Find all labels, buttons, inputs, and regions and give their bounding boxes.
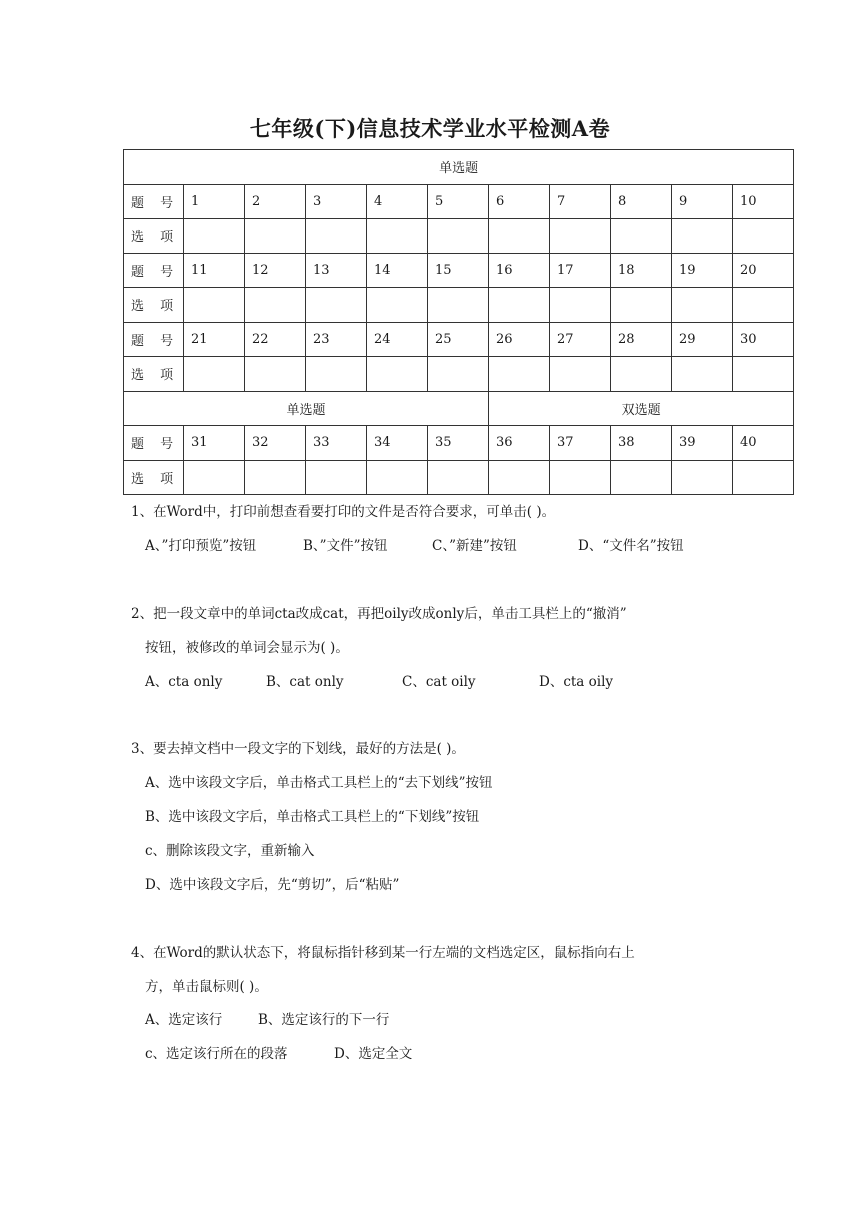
question-1-option-d: D、“文件名”按钮 bbox=[578, 538, 684, 554]
answer-cell[interactable] bbox=[489, 288, 550, 323]
answer-cell[interactable] bbox=[428, 219, 489, 254]
question-number: 29 bbox=[672, 322, 733, 357]
question-4-stem: 4、在Word的默认状态下，将鼠标指针移到某一行左端的文档选定区，鼠标指向右上 bbox=[131, 945, 635, 961]
answer-cell[interactable] bbox=[489, 357, 550, 392]
row-label-answer: 选 项 bbox=[124, 288, 184, 323]
single-choice-header: 单选题 bbox=[124, 150, 794, 185]
question-number: 9 bbox=[672, 184, 733, 219]
answer-cell[interactable] bbox=[367, 288, 428, 323]
question-number: 8 bbox=[611, 184, 672, 219]
question-number: 34 bbox=[367, 426, 428, 461]
question-number: 10 bbox=[733, 184, 794, 219]
question-2-option-c: C、cat oily bbox=[402, 674, 476, 690]
row-label-number: 题 号 bbox=[124, 184, 184, 219]
number-row bbox=[124, 322, 794, 357]
question-number: 3 bbox=[306, 184, 367, 219]
answer-cell[interactable] bbox=[245, 288, 306, 323]
question-number: 7 bbox=[550, 184, 611, 219]
number-row bbox=[124, 426, 794, 461]
answer-cell[interactable] bbox=[733, 357, 794, 392]
question-number: 15 bbox=[428, 253, 489, 288]
number-row bbox=[124, 253, 794, 288]
answer-cell[interactable] bbox=[489, 219, 550, 254]
answer-cell[interactable] bbox=[672, 219, 733, 254]
answer-row bbox=[124, 288, 794, 323]
question-2-option-b: B、cat only bbox=[266, 674, 344, 690]
double-choice-header: 双选题 bbox=[489, 391, 794, 426]
question-number: 1 bbox=[184, 184, 245, 219]
number-row bbox=[124, 184, 794, 219]
question-number: 39 bbox=[672, 426, 733, 461]
answer-cell[interactable] bbox=[733, 460, 794, 495]
answer-cell[interactable] bbox=[184, 219, 245, 254]
question-number: 16 bbox=[489, 253, 550, 288]
question-number: 23 bbox=[306, 322, 367, 357]
question-number: 19 bbox=[672, 253, 733, 288]
question-4-option-b: B、选定该行的下一行 bbox=[258, 1012, 390, 1028]
question-2-option-d: D、cta oily bbox=[539, 674, 614, 690]
question-number: 2 bbox=[245, 184, 306, 219]
answer-cell[interactable] bbox=[367, 460, 428, 495]
answer-cell[interactable] bbox=[672, 357, 733, 392]
answer-cell[interactable] bbox=[306, 460, 367, 495]
question-3-stem: 3、要去掉文档中一段文字的下划线，最好的方法是( )。 bbox=[131, 741, 465, 757]
question-number: 36 bbox=[489, 426, 550, 461]
answer-cell[interactable] bbox=[428, 288, 489, 323]
question-number: 20 bbox=[733, 253, 794, 288]
question-1-option-b: B、”文件”按钮 bbox=[303, 538, 388, 554]
answer-cell[interactable] bbox=[550, 219, 611, 254]
question-number: 25 bbox=[428, 322, 489, 357]
answer-cell[interactable] bbox=[245, 219, 306, 254]
row-label-number: 题 号 bbox=[124, 322, 184, 357]
table-header-row bbox=[124, 150, 794, 185]
answer-cell[interactable] bbox=[672, 288, 733, 323]
question-2-option-a: A、cta only bbox=[145, 674, 223, 690]
question-2-stem-cont: 按钮，被修改的单词会显示为( )。 bbox=[145, 640, 349, 656]
question-number: 27 bbox=[550, 322, 611, 357]
answer-cell[interactable] bbox=[306, 219, 367, 254]
question-number: 22 bbox=[245, 322, 306, 357]
answer-cell[interactable] bbox=[733, 288, 794, 323]
answer-cell[interactable] bbox=[611, 460, 672, 495]
answer-cell[interactable] bbox=[306, 288, 367, 323]
question-3-option-a: A、选中该段文字后，单击格式工具栏上的“去下划线”按钮 bbox=[145, 775, 493, 791]
question-number: 18 bbox=[611, 253, 672, 288]
answer-cell[interactable] bbox=[245, 357, 306, 392]
question-4-option-c: c、选定该行所在的段落 bbox=[145, 1046, 288, 1062]
question-number: 17 bbox=[550, 253, 611, 288]
question-number: 12 bbox=[245, 253, 306, 288]
answer-row bbox=[124, 460, 794, 495]
question-3-option-b: B、选中该段文字后，单击格式工具栏上的“下划线”按钮 bbox=[145, 809, 480, 825]
section-header-row bbox=[124, 391, 794, 426]
answer-cell[interactable] bbox=[611, 357, 672, 392]
answer-sheet-table bbox=[123, 149, 794, 495]
question-number: 6 bbox=[489, 184, 550, 219]
row-label-number: 题 号 bbox=[124, 253, 184, 288]
question-number: 32 bbox=[245, 426, 306, 461]
question-number: 35 bbox=[428, 426, 489, 461]
answer-cell[interactable] bbox=[611, 219, 672, 254]
question-1-option-a: A、”打印预览”按钮 bbox=[145, 538, 257, 554]
question-number: 5 bbox=[428, 184, 489, 219]
question-1-stem: 1、在Word中，打印前想查看要打印的文件是否符合要求，可单击( )。 bbox=[131, 504, 556, 520]
question-4-option-d: D、选定全文 bbox=[334, 1046, 413, 1062]
answer-cell[interactable] bbox=[550, 288, 611, 323]
question-number: 13 bbox=[306, 253, 367, 288]
question-number: 33 bbox=[306, 426, 367, 461]
question-1-option-c: C、”新建”按钮 bbox=[432, 538, 517, 554]
answer-cell[interactable] bbox=[367, 219, 428, 254]
answer-cell[interactable] bbox=[245, 460, 306, 495]
single-choice-header: 单选题 bbox=[124, 391, 489, 426]
answer-row bbox=[124, 357, 794, 392]
question-number: 21 bbox=[184, 322, 245, 357]
answer-cell[interactable] bbox=[428, 460, 489, 495]
question-2-stem: 2、把一段文章中的单词cta改成cat，再把oily改成only后，单击工具栏上的“撤消” bbox=[131, 606, 627, 622]
question-4-option-a: A、选定该行 bbox=[145, 1012, 223, 1028]
row-label-answer: 选 项 bbox=[124, 460, 184, 495]
answer-cell[interactable] bbox=[672, 460, 733, 495]
question-number: 4 bbox=[367, 184, 428, 219]
answer-cell[interactable] bbox=[611, 288, 672, 323]
question-number: 30 bbox=[733, 322, 794, 357]
answer-cell[interactable] bbox=[550, 357, 611, 392]
answer-row bbox=[124, 219, 794, 254]
question-number: 28 bbox=[611, 322, 672, 357]
answer-cell[interactable] bbox=[428, 357, 489, 392]
question-4-stem-cont: 方，单击鼠标则( )。 bbox=[145, 979, 268, 995]
answer-cell[interactable] bbox=[489, 460, 550, 495]
question-3-option-c: c、删除该段文字，重新输入 bbox=[145, 843, 315, 859]
question-3-option-d: D、选中该段文字后，先“剪切”，后“粘贴” bbox=[145, 877, 400, 893]
answer-cell[interactable] bbox=[733, 219, 794, 254]
question-number: 31 bbox=[184, 426, 245, 461]
answer-cell[interactable] bbox=[550, 460, 611, 495]
answer-cell[interactable] bbox=[184, 288, 245, 323]
question-number: 38 bbox=[611, 426, 672, 461]
question-number: 11 bbox=[184, 253, 245, 288]
question-number: 26 bbox=[489, 322, 550, 357]
question-number: 24 bbox=[367, 322, 428, 357]
answer-cell[interactable] bbox=[367, 357, 428, 392]
question-number: 14 bbox=[367, 253, 428, 288]
answer-cell[interactable] bbox=[306, 357, 367, 392]
page-title: 七年级(下)信息技术学业水平检测A卷 bbox=[249, 116, 611, 141]
answer-cell[interactable] bbox=[184, 460, 245, 495]
row-label-number: 题 号 bbox=[124, 426, 184, 461]
answer-cell[interactable] bbox=[184, 357, 245, 392]
question-number: 37 bbox=[550, 426, 611, 461]
row-label-answer: 选 项 bbox=[124, 219, 184, 254]
question-number: 40 bbox=[733, 426, 794, 461]
row-label-answer: 选 项 bbox=[124, 357, 184, 392]
